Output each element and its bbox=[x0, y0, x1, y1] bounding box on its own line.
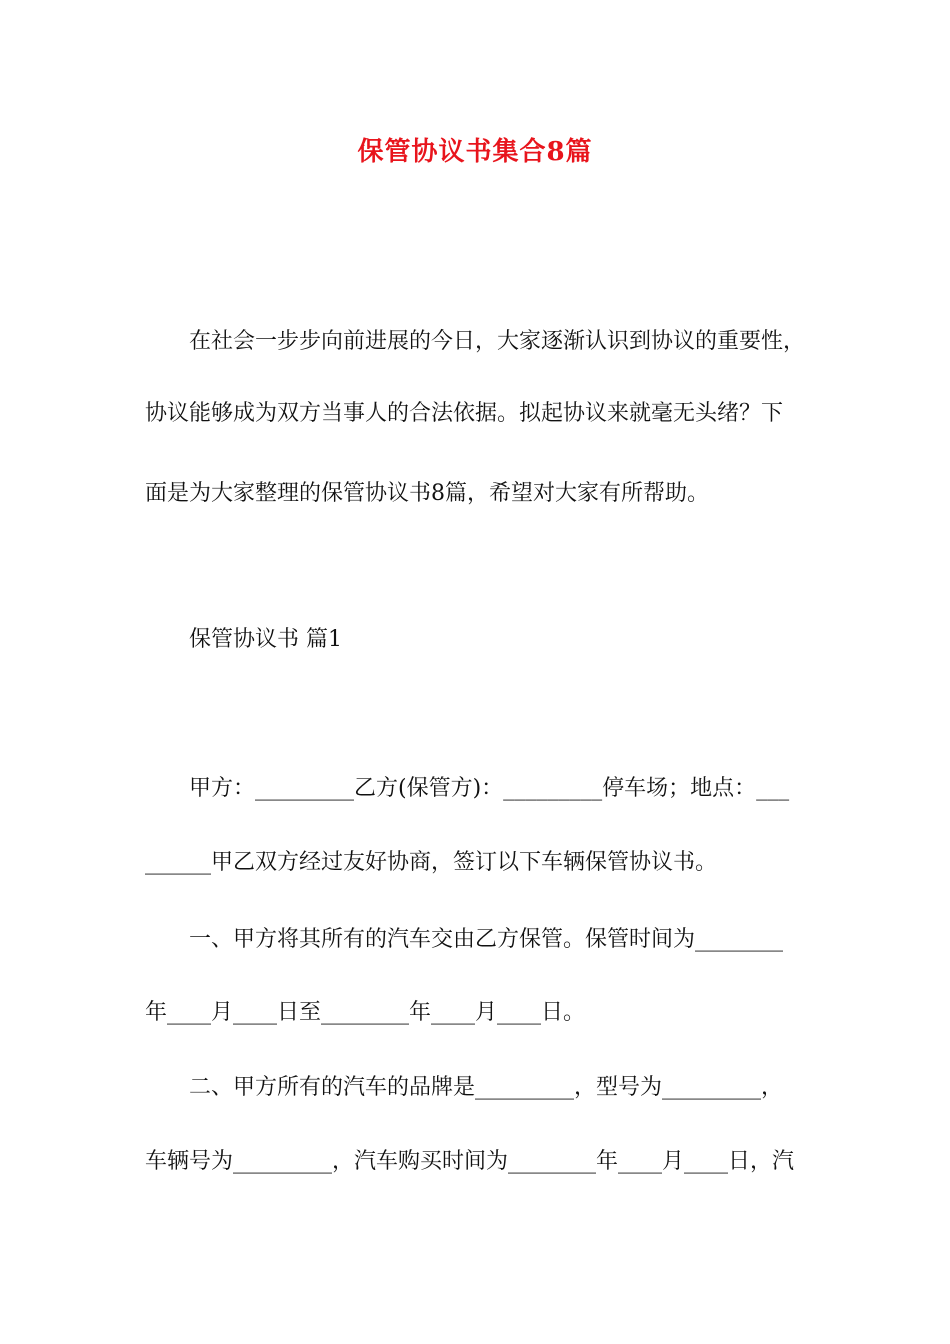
clause-line-4: 年____月____日至________年____月____日。 bbox=[145, 1000, 586, 1025]
clause-line-1: 甲方：_________乙方(保管方)：_________停车场；地点：___ bbox=[189, 776, 790, 801]
section-heading: 保管协议书 篇1 bbox=[189, 627, 342, 652]
intro-line-2: 协议能够成为双方当事人的合法依据。拟起协议来就毫无头绪？下 bbox=[145, 401, 784, 426]
intro-line-3: 面是为大家整理的保管协议书8篇，希望对大家有所帮助。 bbox=[145, 481, 709, 506]
clause-line-2: ______甲乙双方经过友好协商，签订以下车辆保管协议书。 bbox=[145, 850, 718, 875]
clause-line-5: 二、甲方所有的汽车的品牌是_________，型号为_________， bbox=[189, 1075, 784, 1100]
clause-line-3: 一、甲方将其所有的汽车交由乙方保管。保管时间为________ bbox=[189, 927, 784, 952]
clause-line-6: 车辆号为_________，汽车购买时间为________年____月____日，汽 bbox=[145, 1149, 795, 1174]
intro-line-1: 在社会一步步向前进展的今日，大家逐渐认识到协议的重要性， bbox=[189, 329, 806, 354]
document-title: 保管协议书集合8篇 bbox=[357, 137, 593, 167]
